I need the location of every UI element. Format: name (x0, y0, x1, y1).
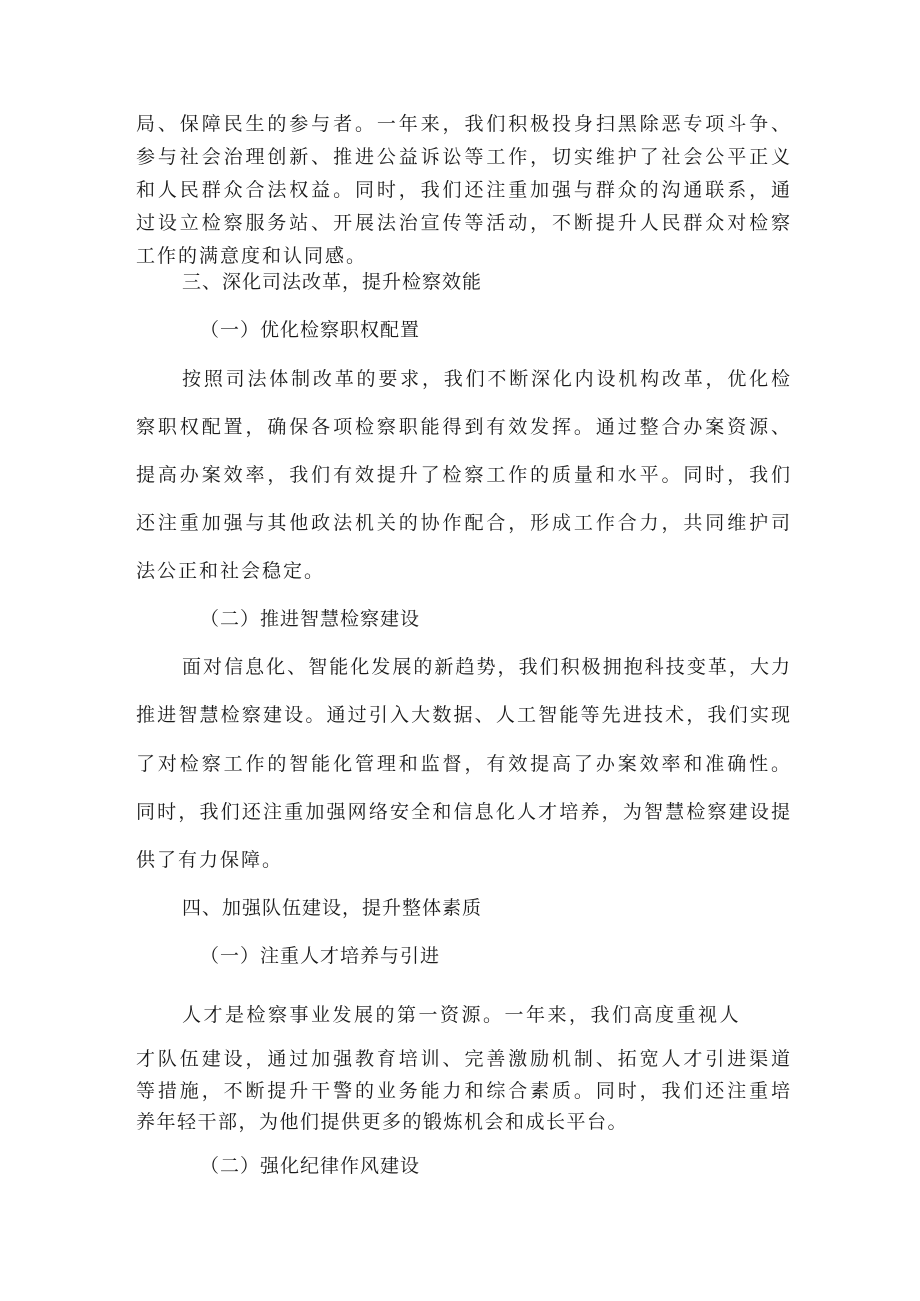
body-text-line: 按照司法体制改革的要求，我们不断深化内设机构改革，优化检 (182, 368, 790, 390)
body-text-line: 了对检察工作的智能化管理和监督，有效提高了办案效率和准确性。 (136, 753, 790, 775)
body-text-line: 供了有力保障。 (136, 849, 284, 871)
body-text-line: 察职权配置，确保各项检察职能得到有效发挥。通过整合办案资源、 (136, 416, 790, 438)
body-text-line: 过设立检察服务站、开展法治宣传等活动，不断提升人民群众对检察 (136, 212, 790, 234)
body-text-line: 和人民群众合法权益。同时，我们还注重加强与群众的沟通联系，通 (136, 179, 790, 201)
body-text-line: 养年轻干部，为他们提供更多的锻炼机会和成长平台。 (136, 1111, 629, 1133)
body-text-line: 还注重加强与其他政法机关的协作配合，形成工作合力，共同维护司 (136, 512, 790, 534)
body-text-line: 面对信息化、智能化发展的新趋势，我们积极拥抱科技变革，大力 (182, 656, 790, 678)
subsection-heading: （一）优化检察职权配置 (200, 319, 421, 341)
body-text-line: 提高办案效率，我们有效提升了检察工作的质量和水平。同时，我们 (136, 464, 790, 486)
body-text-line: 工作的满意度和认同感。 (136, 245, 368, 267)
section-heading: 四、加强队伍建设，提升整体素质 (182, 897, 483, 919)
subsection-heading: （一）注重人才培养与引进 (200, 945, 441, 967)
subsection-heading: （二）推进智慧检察建设 (200, 608, 421, 630)
section-heading: 三、深化司法改革，提升检察效能 (182, 271, 483, 293)
body-text-line: 参与社会治理创新、推进公益诉讼等工作，切实维护了社会公平正义 (136, 146, 790, 168)
body-text-line: 才队伍建设，通过加强教育培训、完善激励机制、拓宽人才引进渠道 (136, 1048, 790, 1070)
body-text-line: 推进智慧检察建设。通过引入大数据、人工智能等先进技术，我们实现 (136, 704, 790, 726)
body-text-line: 人才是检察事业发展的第一资源。一年来，我们高度重视人 (182, 1004, 742, 1026)
subsection-heading: （二）强化纪律作风建设 (200, 1155, 421, 1177)
body-text-line: 法公正和社会稳定。 (136, 560, 326, 582)
body-text-line: 局、保障民生的参与者。一年来，我们积极投身扫黑除恶专项斗争、 (136, 113, 790, 135)
body-text-line: 等措施，不断提升干警的业务能力和综合素质。同时，我们还注重培 (136, 1080, 790, 1102)
body-text-line: 同时，我们还注重加强网络安全和信息化人才培养，为智慧检察建设提 (136, 801, 790, 823)
